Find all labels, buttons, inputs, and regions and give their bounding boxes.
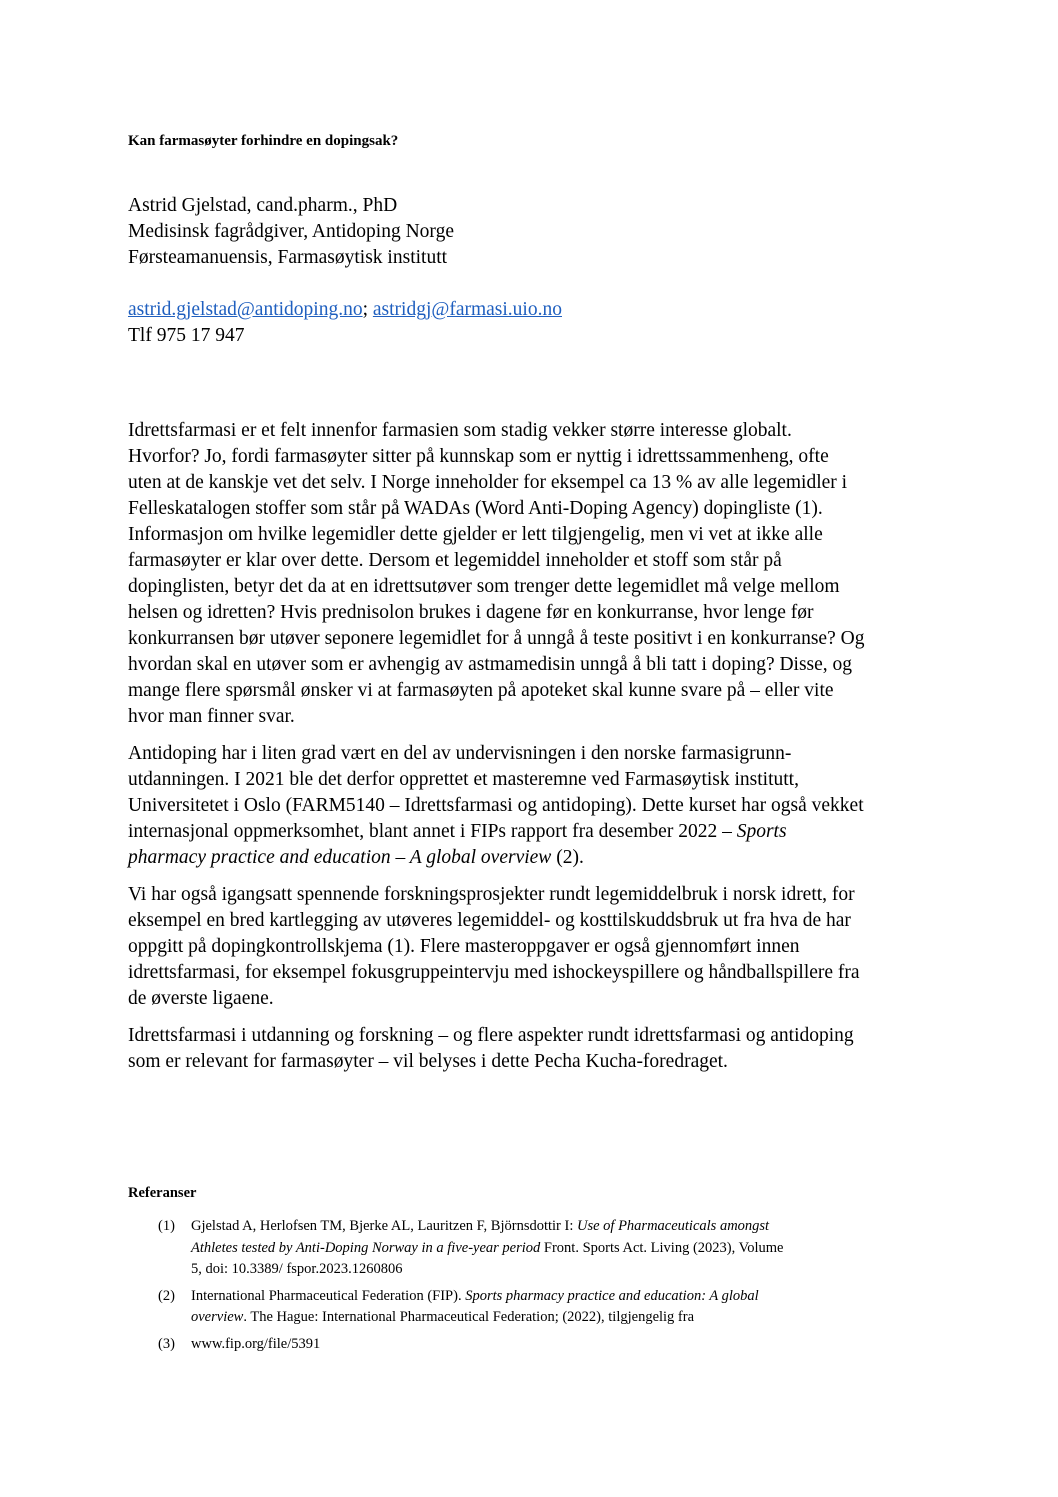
report-title: pharmacy practice and education – A global overview [128,847,552,868]
report-title: Sports pharmacy practice and education: A global [465,1287,759,1304]
document-title: Kan farmasøyter forhindre en dopingsak? [128,133,399,149]
email-link[interactable]: astrid.gjelstad@antidoping.no [128,299,363,320]
text-line: hvor man finner svar. [128,706,295,727]
text-line: Vi har også igangsatt spennende forskningsprosjekter rundt legemiddelbruk i norsk idrett, for [128,884,855,905]
text-line: Hvorfor? Jo, fordi farmasøyter sitter på kunnskap som er nyttig i idrettssammenheng, ofte [128,446,829,467]
text-line: Felleskatalogen stoffer som står på WADAs (Word Anti-Doping Agency) dopingliste (1). [128,498,823,519]
text-line: uten at de kanskje vet det selv. I Norge inneholder for eksempel ca 13 % av alle legemidler i [128,472,848,493]
references-list [158,1216,918,1360]
text-line: farmasøyter er klar over dette. Dersom et legemiddel inneholder et stoff som står på [128,550,782,571]
text-line: Idrettsfarmasi i utdanning og forskning – og flere aspekter rundt idrettsfarmasi og antidoping [128,1025,854,1046]
reference-number: (2) [158,1287,175,1304]
text-line [191,1286,918,1308]
author-name: Astrid Gjelstad, cand.pharm., PhD [128,195,398,216]
text-line: konkurransen bør utøver seponere legemidlet for å unngå å teste positivt i en konkurranse? Og [128,628,865,649]
text-line: Antidoping har i liten grad vært en del av undervisningen i den norske farmasigrunn- [128,743,792,764]
text-line: Universitetet i Oslo (FARM5140 – Idrettsfarmasi og antidoping). Dette kurset har også vekket [128,795,864,816]
text-line [128,845,928,871]
text-line: 5, doi: 10.3389/ fspor.2023.1260806 [191,1261,403,1277]
contact-block [128,297,562,349]
references-heading: Referanser [128,1185,197,1201]
author-role: Førsteamanuensis, Farmasøytisk institutt [128,247,448,268]
text-run: Front. Sports Act. Living (2023), Volume [540,1239,784,1256]
text-line: de øverste ligaene. [128,988,274,1009]
text-line: idrettsfarmasi, for eksempel fokusgruppeintervju med ishockeyspillere og håndballspillere fra [128,962,860,983]
reference-item [158,1286,918,1329]
text-line [191,1216,918,1238]
paragraph [128,741,928,871]
text-line: som er relevant for farmasøyter – vil belyses i dette Pecha Kucha-foredraget. [128,1051,728,1072]
article-title: Athletes tested by Anti-Doping Norway in a five-year period [191,1239,541,1256]
report-title: Sports [736,821,787,842]
author-block [128,193,454,271]
text-run: (2). [551,847,584,868]
paragraph [128,418,928,730]
reference-item [158,1216,918,1281]
text-line [128,819,928,845]
paragraph [128,1023,928,1075]
text-line: oppgitt på dopingkontrollskjema (1). Flere masteroppgaver er også gjennomført innen [128,936,800,957]
author-role: Medisinsk fagrådgiver, Antidoping Norge [128,221,454,242]
text-line [191,1307,918,1329]
text-run: . The Hague: International Pharmaceutical Federation; (2022), tilgjengelig fra [243,1309,695,1325]
paragraph [128,882,928,1012]
text-line: eksempel en bred kartlegging av utøveres legemiddel- og kosttilskuddsbruk ut fra hva de har [128,910,851,931]
email-separator: ; [362,299,369,320]
email-line [128,297,562,323]
text-line: utdanningen. I 2021 ble det derfor opprettet et masteremne ved Farmasøytisk institutt, [128,769,799,790]
body-text [128,418,928,1086]
reference-item [158,1334,918,1356]
text-run: International Pharmaceutical Federation (FIP). [191,1287,466,1304]
text-line: hvordan skal en utøver som er avhengig av astmamedisin unngå å bli tatt i doping? Disse, og [128,654,853,675]
report-title: overview [191,1309,244,1325]
text-line: Informasjon om hvilke legemidler dette gjelder er lett tilgjengelig, men vi vet at ikke alle [128,524,823,545]
reference-url: www.fip.org/file/5391 [191,1335,321,1352]
text-run: Gjelstad A, Herlofsen TM, Bjerke AL, Lauritzen F, Björnsdottir I: [191,1218,577,1234]
article-title: Use of Pharmaceuticals amongst [576,1218,770,1234]
reference-number: (1) [158,1218,175,1234]
email-link[interactable]: astridgj@farmasi.uio.no [372,299,562,320]
text-line: helsen og idretten? Hvis prednisolon brukes i dagene før en konkurranse, hvor lenge før [128,602,814,623]
text-line: dopinglisten, betyr det da at en idrettsutøver som trenger dette legemidlet må velge mellom [128,576,840,597]
reference-number: (3) [158,1335,175,1352]
text-line: mange flere spørsmål ønsker vi at farmasøyten på apoteket skal kunne svare på – eller vite [128,680,834,701]
text-line: Idrettsfarmasi er et felt innenfor farmasien som stadig vekker større interesse globalt. [128,420,792,441]
text-run: internasjonal oppmerksomhet, blant annet i FIPs rapport fra desember 2022 – [128,821,737,842]
phone-number: Tlf 975 17 947 [128,325,245,346]
text-line [191,1238,918,1260]
